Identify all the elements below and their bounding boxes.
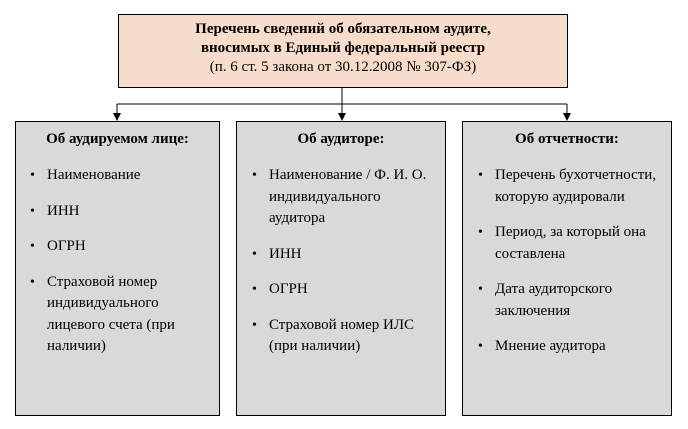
- bullet-icon: •: [30, 203, 35, 219]
- list-item: • ИНН: [269, 244, 439, 266]
- bullet-icon: •: [30, 168, 35, 183]
- list-item: • ИНН: [47, 201, 213, 223]
- arrow-head-center: [338, 113, 346, 121]
- list-item: • Наименование: [47, 165, 213, 187]
- bullet-icon: •: [478, 282, 483, 297]
- header-box: [118, 14, 568, 88]
- list-item: • Перечень бухотчетности, которую аудировали: [478, 167, 657, 205]
- item-list: [30, 165, 213, 358]
- header-title-line-1: Перечень сведений об обязательном аудите,: [195, 21, 491, 37]
- list-item: • Наименование / Ф. И. О. индивидуального аудитора: [252, 167, 427, 226]
- list-item: • ОГРН: [269, 279, 439, 301]
- bullet-icon: •: [478, 225, 483, 240]
- bullet-icon: •: [478, 168, 483, 183]
- list-item: • Период, за который она составлена: [478, 224, 646, 262]
- list-item: • Страховой номер индивидуального лицевого счета (при наличии): [30, 273, 175, 354]
- list-item: • ОГРН: [47, 236, 213, 258]
- list-item: • Дата аудиторского заключения: [478, 281, 613, 319]
- column-auditor: [236, 121, 446, 416]
- item-list: [252, 165, 439, 358]
- bullet-icon: •: [252, 168, 257, 183]
- header-subtitle: (п. 6 ст. 5 закона от 30.12.2008 № 307-ФЗ): [209, 59, 477, 75]
- arrow-head-left: [113, 113, 121, 121]
- bullet-icon: •: [252, 282, 257, 297]
- column-reporting: [462, 121, 672, 416]
- list-item: • Страховой номер ИЛС (при наличии): [252, 316, 415, 354]
- column-title: Об аудируемом лице:: [46, 131, 189, 147]
- header-title-line-2: вносимых в Единый федеральный реестр: [200, 40, 486, 56]
- arrow-head-right: [563, 113, 571, 121]
- bullet-icon: •: [30, 274, 35, 290]
- bullet-icon: •: [252, 246, 257, 262]
- column-title: Об отчетности:: [515, 131, 619, 147]
- bullet-icon: •: [30, 239, 35, 254]
- column-audited-entity: [15, 121, 220, 416]
- item-list: [478, 165, 665, 358]
- list-item: • Мнение аудитора: [495, 336, 665, 358]
- bullet-icon: •: [252, 317, 257, 333]
- column-title: Об аудиторе:: [297, 131, 385, 147]
- bullet-icon: •: [478, 339, 483, 354]
